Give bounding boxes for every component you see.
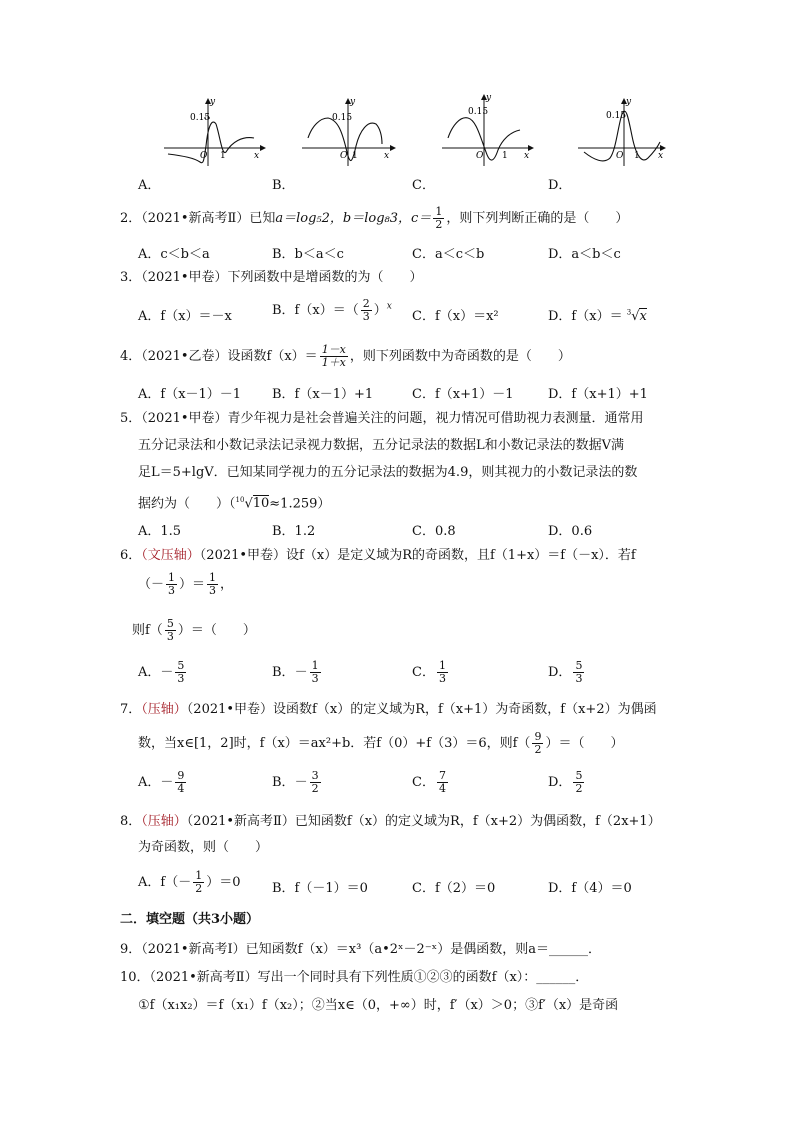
q3-option-b[interactable]: B．f（x）＝（ $\frac{2}{3}$ ）$^x$ (272, 297, 392, 323)
q2-option-c[interactable]: C．a＜c＜b (412, 247, 485, 262)
origin-label: O (616, 151, 624, 161)
q-number: 8． (120, 814, 142, 829)
x-label: x (254, 151, 260, 161)
y-label: y (486, 93, 492, 103)
q-number: 2． (120, 211, 142, 226)
question-3 (120, 268, 423, 288)
graph-c (440, 92, 536, 168)
q-stem: （2021•甲卷）下列函数中是增函数的为（ ） (141, 270, 423, 285)
q4-option-d[interactable]: D．f（x+1）+1 (548, 387, 648, 402)
q7-option-d[interactable]: D． $\frac{5}{2}$ (548, 769, 583, 795)
q4-option-b[interactable]: B．f（x－1）+1 (272, 387, 374, 402)
question-4: 4．（2021•乙卷）设函数f（x）＝ $\frac{1-x}{1+x}$ ，则下列函数中为奇函数的是（ ） (120, 343, 571, 369)
curve (168, 122, 254, 163)
y-label: y (350, 97, 356, 107)
question-10: 10．（2021•新高考Ⅱ）写出一个同时具有下列性质①②③的函数f（x）：______． (120, 970, 589, 985)
one-label: 1 (220, 151, 226, 161)
question-2 (120, 206, 628, 231)
one-label: 1 (634, 151, 640, 161)
q8-option-d[interactable]: D．f（4）＝0 (548, 881, 632, 896)
graph-d (576, 96, 668, 168)
q-number: 4． (120, 349, 142, 364)
graph-c-letter: C． (412, 178, 435, 193)
q3-option-c[interactable]: C．f（x）＝x² (412, 309, 499, 324)
q6-option-b[interactable]: B．－ $\frac{1}{3}$ (272, 659, 319, 685)
tick-label: 0.15 (606, 111, 627, 121)
q3-option-d[interactable]: D．f（x）＝ $^3$√x (548, 308, 647, 324)
graph-d-letter: D． (548, 178, 572, 193)
tick-label: 0.15 (190, 113, 211, 123)
graph-b-letter: B． (272, 178, 295, 193)
x-label: x (384, 151, 390, 161)
q6-line-2: （－ $\frac{1}{3}$ ）＝ $\frac{1}{3}$ ， (138, 571, 234, 597)
tick-label: 0.15 (468, 107, 489, 117)
c-pre: c＝ (411, 211, 432, 226)
tick-label: 0.15 (332, 113, 353, 123)
q-number: 9． (120, 942, 142, 957)
q-number: 6． (120, 548, 142, 563)
q5-option-c[interactable]: C．0.8 (412, 524, 456, 539)
q-tag: （文压轴） (141, 548, 200, 563)
q4-option-c[interactable]: C．f（x+1）－1 (412, 387, 514, 402)
q3-option-a[interactable]: A．f（x）＝－x (138, 309, 232, 324)
graph-a-letter: A． (138, 178, 161, 193)
section-heading: 二．填空题（共3小题） (120, 912, 260, 927)
q-tag: （压轴） (141, 702, 187, 717)
q-tail: ，则下列判断正确的是（ ） (446, 211, 629, 226)
origin-label: O (200, 151, 208, 161)
q10-line-2: ①f（x₁x₂）＝f（x₁）f（x₂）；②当x∈（0，+∞）时，f′（x）＞0；③f′（x）是奇函 (138, 998, 619, 1013)
q2-option-d[interactable]: D．a＜b＜c (548, 247, 621, 262)
q7-option-a[interactable]: A．－ $\frac{9}{4}$ (138, 769, 185, 795)
q-number: 10． (120, 970, 150, 985)
fraction: $\frac{1}{2}$ (435, 205, 443, 231)
q-tag: （压轴） (141, 814, 187, 829)
question-9: 9．（2021•新高考Ⅰ）已知函数f（x）＝x³（a•2ˣ－2⁻ˣ）是偶函数，则a＝______． (120, 942, 601, 957)
q5-option-b[interactable]: B．1.2 (272, 524, 316, 539)
q5-line-3: 足L＝5+lgV．已知某同学视力的五分记录法的数据为4.9，则其视力的小数记录法的数 (138, 465, 638, 480)
b-def: b＝log₈3， (342, 211, 412, 226)
x-label: x (524, 151, 530, 161)
origin-label: O (340, 151, 348, 161)
question-5: 5．（2021•甲卷）青少年视力是社会普遍关注的问题，视力情况可借助视力表测量．通常用 (120, 411, 644, 426)
q-number: 5． (120, 411, 142, 426)
question-6: 6．（文压轴）（2021•甲卷）设f（x）是定义域为R的奇函数，且f（1+x）＝f（－x）．若f (120, 548, 636, 563)
q7-option-b[interactable]: B．－ $\frac{3}{2}$ (272, 769, 319, 795)
graph-b (298, 96, 398, 168)
x-label: x (658, 151, 664, 161)
q2-option-b[interactable]: B．b＜a＜c (272, 247, 344, 262)
q7-option-c[interactable]: C． $\frac{7}{4}$ (412, 769, 446, 795)
q8-option-a[interactable]: A．f（－ $\frac{1}{2}$ ）＝0 (138, 869, 241, 895)
q-source: （2021•新高考Ⅱ）已知 (141, 211, 276, 226)
q-number: 7． (120, 702, 142, 717)
graph-a (160, 96, 268, 168)
q8-option-c[interactable]: C．f（2）＝0 (412, 881, 496, 896)
q5-option-a[interactable]: A．1.5 (138, 524, 182, 539)
one-label: 1 (352, 151, 358, 161)
q8-option-b[interactable]: B．f（－1）＝0 (272, 881, 368, 896)
a-def: a＝log₅2， (275, 211, 343, 226)
one-label: 1 (502, 151, 508, 161)
fraction: $\frac{1-x}{1+x}$ (321, 343, 346, 369)
q5-option-d[interactable]: D．0.6 (548, 524, 593, 539)
q8-line-2: 为奇函数，则（ ） (138, 840, 269, 855)
q6-option-d[interactable]: D． $\frac{5}{3}$ (548, 659, 583, 685)
q6-option-c[interactable]: C． $\frac{1}{3}$ (412, 659, 446, 685)
y-label: y (210, 97, 216, 107)
question-7: 7．（压轴）（2021•甲卷）设函数f（x）的定义域为R，f（x+1）为奇函数，f（x+2）为偶函 (120, 702, 657, 717)
q5-line-4: 据约为（ ）（$^{10}$√10≈1.259） (138, 496, 331, 512)
q2-option-a[interactable]: A．c＜b＜a (138, 247, 210, 262)
question-8: 8．（压轴）（2021•新高考Ⅱ）已知函数f（x）的定义域为R，f（x+2）为偶函数，f（2x+1） (120, 814, 661, 829)
q-number: 3． (120, 270, 142, 285)
q5-line-2: 五分记录法和小数记录法记录视力数据，五分记录法的数据L和小数记录法的数据V满 (138, 438, 625, 453)
q7-line-2: 数，当x∈[1，2]时，f（x）＝ax²+b．若f（0）+f（3）＝6，则f（ $\frac{9}{2}$ ）＝（ ） (138, 730, 624, 756)
q6-option-a[interactable]: A．－ $\frac{5}{3}$ (138, 659, 185, 685)
q6-line-3: 则f（ $\frac{5}{3}$ ）＝（ ） (132, 617, 256, 643)
q4-option-a[interactable]: A．f（x－1）－1 (138, 387, 242, 402)
y-label: y (626, 97, 632, 107)
origin-label: O (476, 151, 484, 161)
